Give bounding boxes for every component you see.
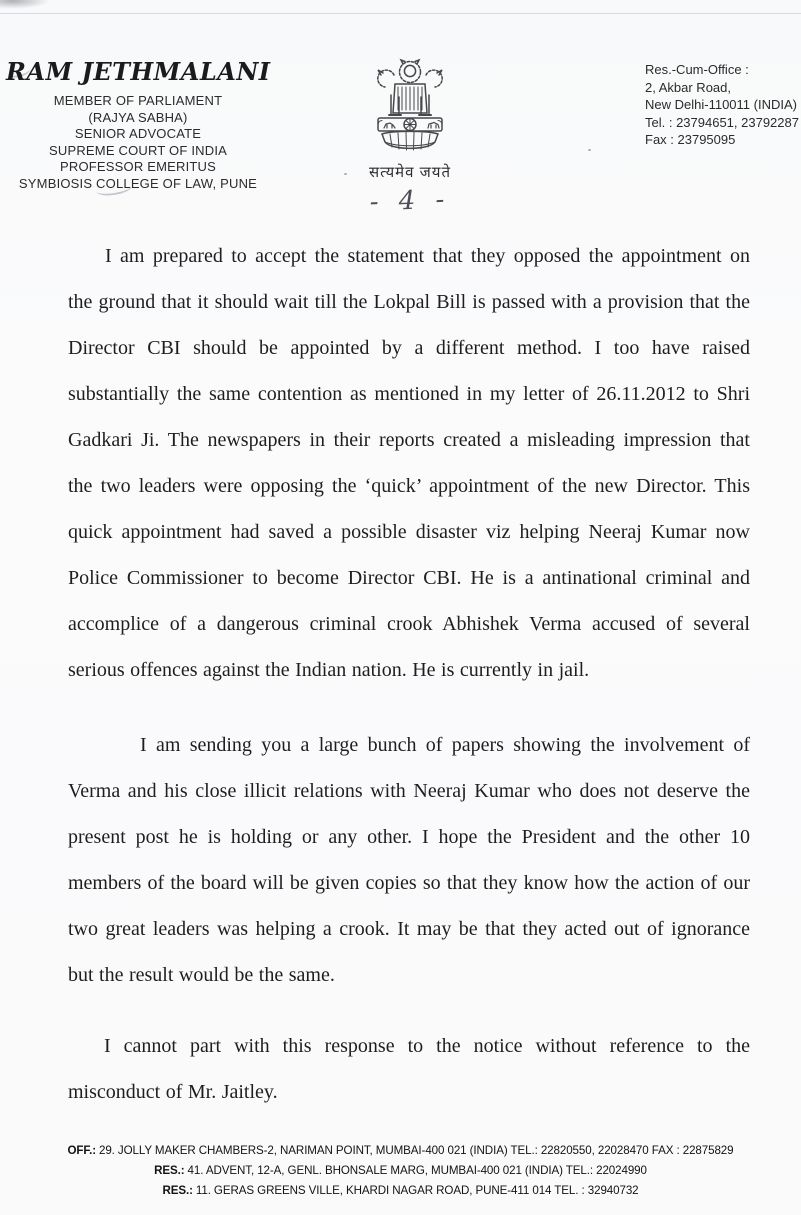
emblem-block <box>349 57 471 182</box>
paragraph-line: serious offences against the Indian nation. He is currently in jail. <box>68 659 590 681</box>
footer-prefix: RES.: <box>162 1184 193 1197</box>
paragraph-line: but the result would be the same. <box>68 964 335 986</box>
paragraph-line: I am sending you a large bunch of papers showing the involvement of <box>140 734 750 756</box>
sender-title-line: (RAJYA SABHA) <box>88 109 188 125</box>
paragraph-line: Gadkari Ji. The newspapers in their reports created a misleading impression that <box>68 429 750 451</box>
paragraph-line: substantially the same contention as mentioned in my letter of 26.11.2012 to Shri <box>68 383 750 405</box>
letterhead-right <box>645 61 799 149</box>
scan-artifact <box>0 13 801 14</box>
sender-title-line: MEMBER OF PARLIAMENT <box>53 93 223 108</box>
paragraph-line: members of the board will be given copies so that they know how the action of our <box>68 872 750 894</box>
sender-title-line: SUPREME COURT OF INDIA <box>49 142 227 158</box>
paragraph-line: two great leaders was helping a crook. It may be that they acted out of ignorance <box>68 918 750 940</box>
paragraph-line: misconduct of Mr. Jaitley. <box>68 1081 278 1103</box>
footer-line <box>0 1141 801 1161</box>
sender-title-line: PROFESSOR EMERITUS <box>59 159 216 174</box>
footer-text: 29. JOLLY MAKER CHAMBERS-2, NARIMAN POINT, MUMBAI-400 021 (INDIA) TEL.: 22820550, 22028470 FAX : 22875829 <box>98 1144 734 1157</box>
paragraph-line: Director CBI should be appointed by a different method. I too have raised <box>68 337 750 359</box>
emblem-of-india-icon <box>367 57 453 161</box>
paragraph-line: Verma and his close illicit relations with Neeraj Kumar who does not deserve the <box>68 780 750 802</box>
footer-prefix: OFF.: <box>67 1144 96 1157</box>
letter-body <box>68 233 750 1140</box>
paragraph-line: the two leaders were opposing the ‘quick’ appointment of the new Director. This <box>68 475 750 497</box>
footer-line <box>0 1161 801 1181</box>
contact-line: Res.-Cum-Office : <box>645 62 749 77</box>
footer-addresses <box>0 1141 801 1201</box>
paragraph <box>68 1023 750 1115</box>
contact-line: New Delhi-110011 (INDIA) <box>645 97 797 112</box>
paragraph-line: quick appointment had saved a possible disaster viz helping Neeraj Kumar now <box>68 521 750 543</box>
sender-name: RAM JETHMALANI <box>6 57 271 86</box>
sender-title-line: SYMBIOSIS COLLEGE OF LAW, PUNE <box>18 175 258 191</box>
contact-line: Tel. : 23794651, 23792287 <box>645 114 799 130</box>
paragraph-line: present post he is holding or any other. I hope the President and the other 10 <box>68 826 750 848</box>
footer-line <box>0 1181 801 1201</box>
paragraph-line: the ground that it should wait till the Lokpal Bill is passed with a provision that the <box>68 291 750 313</box>
emblem-caption: सत्यमेव जयते <box>368 164 452 181</box>
footer-prefix: RES.: <box>154 1164 185 1177</box>
paragraph-line: I cannot part with this response to the notice without reference to the <box>104 1035 750 1057</box>
handwritten-page-number: - 4 - <box>369 184 451 218</box>
paragraph-line: I am prepared to accept the statement that they opposed the appointment on <box>105 245 750 267</box>
letterhead-left <box>6 57 270 192</box>
footer-text: 41. ADVENT, 12-A, GENL. BHONSALE MARG, MUMBAI-400 021 (INDIA) TEL.: 22024990 <box>187 1164 647 1177</box>
scan-artifact <box>588 149 591 151</box>
paragraph-line: accomplice of a dangerous criminal crook Abhishek Verma accused of several <box>68 613 750 635</box>
footer-text: 11. GERAS GREENS VILLE, KHARDI NAGAR ROAD, PUNE-411 014 TEL. : 32940732 <box>195 1184 639 1197</box>
scan-artifact <box>0 0 50 9</box>
sender-titles <box>6 93 270 192</box>
contact-line: 2, Akbar Road, <box>645 79 731 95</box>
paragraph-line: Police Commissioner to become Director CBI. He is a antinational criminal and <box>68 567 750 589</box>
paragraph <box>68 233 750 693</box>
scan-artifact <box>344 173 347 175</box>
paragraph <box>68 722 750 998</box>
contact-line: Fax : 23795095 <box>645 132 736 147</box>
sender-title-line: SENIOR ADVOCATE <box>74 126 202 141</box>
